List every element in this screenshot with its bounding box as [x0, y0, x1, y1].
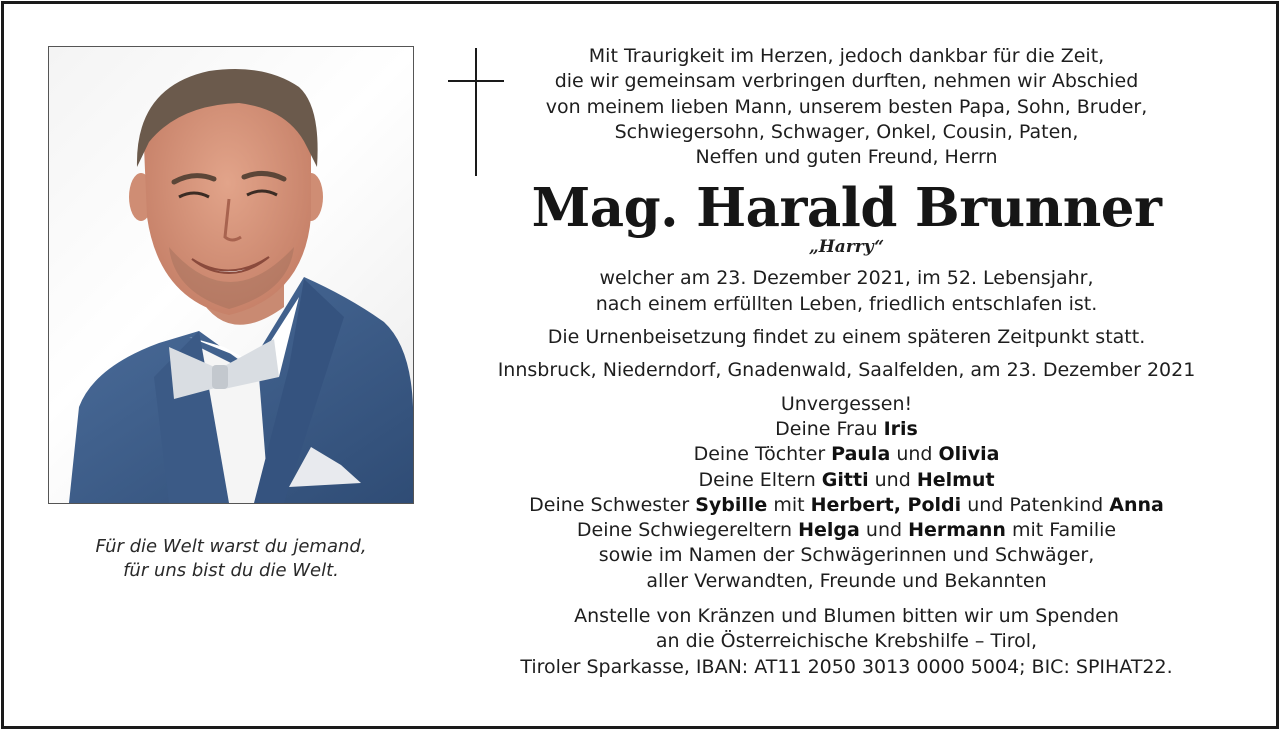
family-line-others: sowie im Namen der Schwägerinnen und Schwäger, — [598, 544, 1095, 567]
family-label: und — [868, 468, 917, 491]
intro-block — [474, 44, 1219, 170]
family-label: mit Familie — [1005, 519, 1117, 542]
quote-line: Für die Welt warst du jemand, — [95, 536, 367, 557]
family-label: Deine Frau — [775, 417, 884, 440]
family-label: Deine Schwester — [529, 493, 696, 516]
obituary-text — [474, 44, 1219, 680]
family-label: und Patenkind — [961, 493, 1110, 516]
family-name: Iris — [883, 417, 918, 440]
death-line: nach einem erfüllten Leben, friedlich entschlafen ist. — [595, 292, 1098, 315]
intro-line: Schwiegersohn, Schwager, Onkel, Cousin, Paten, — [614, 120, 1079, 143]
intro-line: Neffen und guten Freund, Herrn — [695, 146, 998, 169]
family-line-others: aller Verwandten, Freunde und Bekannten — [646, 569, 1047, 592]
memorial-quote — [48, 535, 414, 583]
donation-line: Tiroler Sparkasse, IBAN: AT11 2050 3013 0000 5004; BIC: SPIHAT22. — [520, 655, 1173, 678]
family-label: Deine Eltern — [698, 468, 822, 491]
family-name: Sybille — [695, 493, 768, 516]
family-name: Herbert, Poldi — [810, 493, 962, 516]
death-block — [474, 266, 1219, 317]
intro-line: die wir gemeinsam verbringen durften, nehmen wir Abschied — [554, 70, 1139, 93]
family-line-inlaws — [474, 518, 1219, 543]
donation-line: an die Österreichische Krebshilfe – Tirol, — [655, 630, 1038, 653]
obituary-card — [1, 1, 1279, 729]
family-block — [474, 417, 1219, 594]
family-label: mit — [767, 493, 811, 516]
family-label: Deine Töchter — [693, 443, 832, 466]
family-name: Helga — [798, 519, 860, 542]
intro-line: von meinem lieben Mann, unserem besten Papa, Sohn, Bruder, — [545, 95, 1148, 118]
burial-note: Die Urnenbeisetzung findet zu einem späteren Zeitpunkt statt. — [547, 326, 1146, 349]
portrait-photo — [48, 46, 414, 504]
family-name: Helmut — [916, 468, 995, 491]
portrait-illustration — [49, 47, 413, 503]
family-line-daughters — [474, 442, 1219, 467]
farewell: Unvergessen! — [780, 392, 913, 415]
family-line-parents — [474, 468, 1219, 493]
family-name: Paula — [831, 443, 891, 466]
deceased-name: Mag. Harald Brunner — [531, 177, 1162, 240]
family-name: Olivia — [938, 443, 1000, 466]
family-line-wife — [474, 417, 1219, 442]
intro-line: Mit Traurigkeit im Herzen, jedoch dankbar für die Zeit, — [588, 45, 1105, 67]
family-label: Deine Schwiegereltern — [576, 519, 799, 542]
donation-line: Anstelle von Kränzen und Blumen bitten wir um Spenden — [574, 605, 1119, 628]
donation-block — [474, 604, 1219, 680]
nickname: „Harry“ — [808, 237, 885, 258]
family-name: Gitti — [821, 468, 869, 491]
family-name: Hermann — [908, 519, 1006, 542]
family-name: Anna — [1109, 493, 1164, 516]
family-line-sister — [474, 493, 1219, 518]
place-date: Innsbruck, Niederndorf, Gnadenwald, Saalfelden, am 23. Dezember 2021 — [497, 359, 1196, 382]
quote-line: für uns bist du die Welt. — [123, 560, 339, 581]
family-label: und — [859, 519, 909, 542]
death-line: welcher am 23. Dezember 2021, im 52. Lebensjahr, — [599, 267, 1094, 290]
family-label: und — [890, 443, 939, 466]
